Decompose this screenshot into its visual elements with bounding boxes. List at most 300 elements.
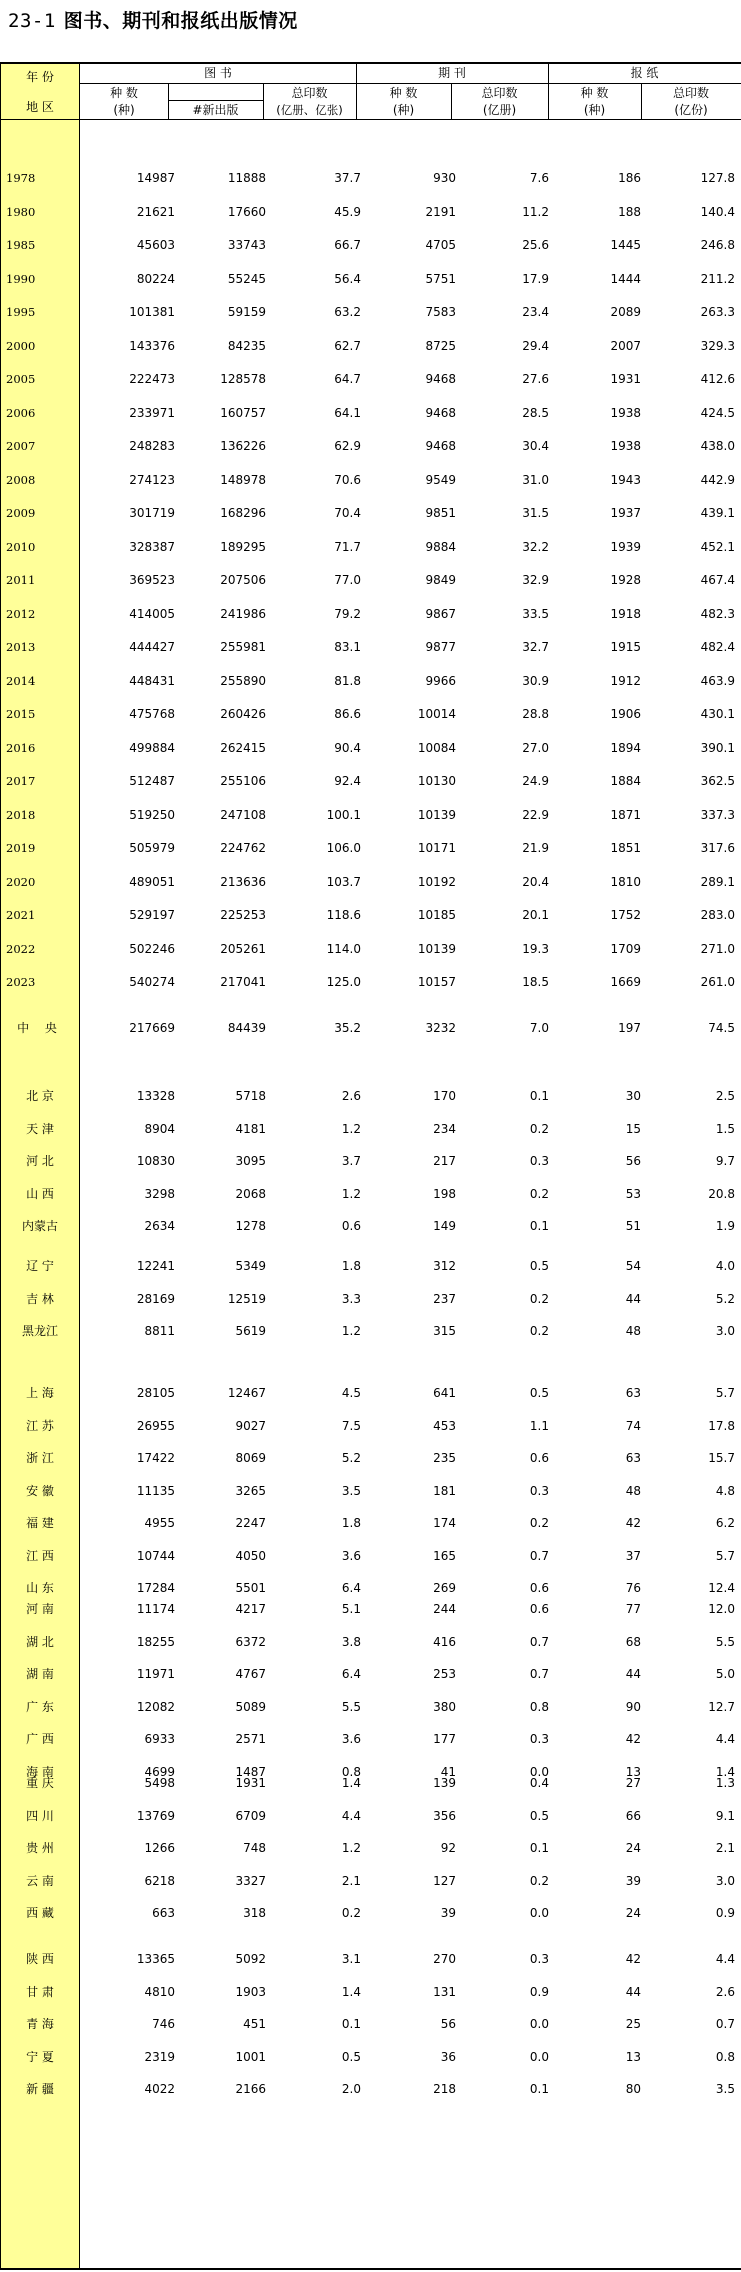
table-row xyxy=(0,534,741,560)
cell-book-new: 217041 xyxy=(220,975,266,989)
cell-news-kinds: 186 xyxy=(618,171,641,185)
cell-book-new: 2068 xyxy=(235,1186,266,1201)
cell-news-kinds: 42 xyxy=(625,1732,641,1746)
cell-book-print: 0.2 xyxy=(341,1906,361,1920)
cell-news-kinds: 44 xyxy=(625,1984,641,1999)
cell-per-kinds: 4705 xyxy=(425,238,456,252)
cell-news-kinds: 1851 xyxy=(610,841,641,855)
stub-header-year: 年 份 xyxy=(26,70,54,84)
cell-book-kinds: 2634 xyxy=(144,1219,175,1233)
cell-book-print: 45.9 xyxy=(334,204,361,219)
cell-per-kinds: 9468 xyxy=(425,372,456,386)
cell-per-kinds: 453 xyxy=(433,1418,456,1433)
cell-book-kinds: 217669 xyxy=(129,1021,175,1035)
cell-book-print: 63.2 xyxy=(334,305,361,319)
cell-per-kinds: 9468 xyxy=(425,439,456,453)
table-row xyxy=(0,634,741,660)
table-row xyxy=(0,433,741,459)
cell-news-kinds: 15 xyxy=(625,1121,641,1136)
cell-per-kinds: 170 xyxy=(433,1089,456,1103)
region-label: 中 央 xyxy=(17,1021,63,1035)
cell-book-new: 225253 xyxy=(220,908,266,922)
cell-book-new: 241986 xyxy=(220,606,266,621)
cell-per-print: 0.8 xyxy=(529,1699,549,1714)
cell-news-print: 442.9 xyxy=(700,472,735,487)
cell-news-kinds: 13 xyxy=(625,1764,641,1779)
cell-book-kinds: 248283 xyxy=(129,439,175,453)
cell-per-kinds: 244 xyxy=(433,1602,456,1616)
cell-book-print: 90.4 xyxy=(334,740,361,755)
cell-news-kinds: 74 xyxy=(625,1418,641,1433)
year-label: 2014 xyxy=(6,673,36,688)
cell-book-kinds: 4810 xyxy=(144,1984,175,1999)
cell-book-kinds: 12082 xyxy=(136,1699,175,1714)
cell-book-kinds: 11135 xyxy=(136,1483,175,1498)
col-header-book-print: 总印数 xyxy=(291,86,328,100)
cell-news-print: 263.3 xyxy=(700,305,735,319)
region-label: 贵 州 xyxy=(26,1841,54,1855)
cell-book-kinds: 26955 xyxy=(136,1418,175,1433)
cell-book-print: 3.5 xyxy=(341,1483,361,1498)
table-row xyxy=(0,1596,741,1622)
cell-book-print: 5.2 xyxy=(341,1451,361,1465)
cell-book-new: 5089 xyxy=(235,1699,266,1714)
cell-book-kinds: 5498 xyxy=(144,1776,175,1790)
cell-per-print: 0.7 xyxy=(529,1634,549,1649)
cell-per-kinds: 131 xyxy=(433,1984,456,1999)
table-row xyxy=(0,1979,741,2005)
cell-book-new: 4050 xyxy=(235,1548,266,1563)
cell-book-new: 1903 xyxy=(235,1984,266,1999)
top-rule xyxy=(0,62,741,64)
cell-book-kinds: 6218 xyxy=(144,1873,175,1888)
cell-book-kinds: 499884 xyxy=(129,740,175,755)
table-row xyxy=(0,1380,741,1406)
cell-per-print: 0.2 xyxy=(529,1324,549,1338)
cell-per-kinds: 10130 xyxy=(417,774,456,788)
cell-news-print: 1.9 xyxy=(715,1219,735,1233)
cell-per-kinds: 10171 xyxy=(417,841,456,855)
cell-book-new: 160757 xyxy=(220,405,266,420)
cell-per-print: 0.2 xyxy=(529,1121,549,1136)
cell-book-print: 3.1 xyxy=(341,1952,361,1966)
cell-per-print: 0.2 xyxy=(529,1291,549,1306)
cell-book-new: 12467 xyxy=(227,1386,266,1400)
region-label: 陕 西 xyxy=(26,1952,54,1966)
cell-news-print: 337.3 xyxy=(700,807,735,822)
cell-news-print: 289.1 xyxy=(700,874,735,889)
cell-per-kinds: 641 xyxy=(433,1386,456,1400)
cell-news-kinds: 66 xyxy=(625,1808,641,1823)
cell-per-print: 1.1 xyxy=(529,1418,549,1433)
cell-news-kinds: 13 xyxy=(625,2049,641,2064)
cell-book-print: 5.5 xyxy=(341,1699,361,1714)
table-row xyxy=(0,869,741,895)
cell-book-print: 71.7 xyxy=(334,539,361,554)
cell-news-print: 0.8 xyxy=(715,2049,735,2064)
cell-news-print: 2.6 xyxy=(715,1984,735,1999)
cell-book-print: 0.6 xyxy=(341,1219,361,1233)
cell-news-kinds: 188 xyxy=(618,204,641,219)
cell-news-kinds: 63 xyxy=(625,1451,641,1465)
cell-per-print: 0.6 xyxy=(529,1581,549,1595)
cell-per-print: 0.3 xyxy=(529,1732,549,1746)
cell-book-print: 70.6 xyxy=(334,472,361,487)
cell-news-kinds: 27 xyxy=(625,1776,641,1790)
cell-news-print: 17.8 xyxy=(708,1418,735,1433)
cell-book-kinds: 746 xyxy=(152,2017,175,2031)
header-divider xyxy=(168,83,169,119)
header-bottom-rule xyxy=(0,119,741,120)
region-label: 宁 夏 xyxy=(26,2049,54,2064)
cell-book-new: 213636 xyxy=(220,874,266,889)
cell-news-print: 20.8 xyxy=(708,1186,735,1201)
year-label: 2013 xyxy=(6,640,36,654)
cell-per-print: 0.1 xyxy=(529,1219,549,1233)
cell-book-new: 3095 xyxy=(235,1154,266,1168)
cell-per-kinds: 9849 xyxy=(425,573,456,587)
cell-news-print: 271.0 xyxy=(700,941,735,956)
cell-book-new: 189295 xyxy=(220,539,266,554)
cell-news-kinds: 42 xyxy=(625,1516,641,1530)
region-label: 河 北 xyxy=(26,1154,54,1168)
cell-book-print: 2.0 xyxy=(341,2082,361,2096)
cell-per-print: 0.3 xyxy=(529,1952,549,1966)
cell-book-kinds: 4955 xyxy=(144,1516,175,1530)
cell-book-new: 318 xyxy=(243,1906,266,1920)
cell-book-print: 2.1 xyxy=(341,1873,361,1888)
cell-book-new: 255106 xyxy=(220,774,266,788)
table-row xyxy=(0,2044,741,2070)
cell-per-print: 0.3 xyxy=(529,1483,549,1498)
cell-news-print: 140.4 xyxy=(700,204,735,219)
cell-book-new: 5718 xyxy=(235,1089,266,1103)
cell-news-print: 4.4 xyxy=(715,1952,735,1966)
year-label: 1978 xyxy=(6,171,36,185)
cell-book-print: 56.4 xyxy=(334,271,361,286)
table-title: 图书、期刊和报纸出版情况 xyxy=(63,10,298,32)
region-label: 四 川 xyxy=(26,1808,54,1823)
cell-news-print: 5.7 xyxy=(715,1386,735,1400)
cell-book-kinds: 17422 xyxy=(136,1451,175,1465)
cell-news-kinds: 1752 xyxy=(610,908,641,922)
page-title xyxy=(8,6,298,33)
cell-book-kinds: 2319 xyxy=(144,2049,175,2064)
col-header-per-print: 总印数 xyxy=(481,86,518,100)
cell-news-print: 463.9 xyxy=(700,673,735,688)
table-row xyxy=(0,500,741,526)
cell-news-kinds: 39 xyxy=(625,1873,641,1888)
cell-news-print: 9.1 xyxy=(715,1808,735,1823)
cell-per-kinds: 39 xyxy=(440,1906,456,1920)
col-header-book-print-unit: (亿册、亿张) xyxy=(276,103,343,117)
cell-per-kinds: 218 xyxy=(433,2082,456,2096)
cell-news-print: 482.4 xyxy=(700,640,735,654)
table-row xyxy=(0,1900,741,1926)
cell-book-kinds: 489051 xyxy=(129,874,175,889)
cell-news-kinds: 1445 xyxy=(610,238,641,252)
cell-per-print: 30.9 xyxy=(522,673,549,688)
cell-per-print: 20.1 xyxy=(522,908,549,922)
table-row xyxy=(0,1286,741,1312)
cell-book-new: 255890 xyxy=(220,673,266,688)
region-label: 广 西 xyxy=(26,1732,54,1746)
cell-per-kinds: 9549 xyxy=(425,472,456,487)
cell-book-new: 224762 xyxy=(220,841,266,855)
cell-news-print: 424.5 xyxy=(700,405,735,420)
cell-book-kinds: 444427 xyxy=(129,640,175,654)
table-row xyxy=(0,299,741,325)
cell-per-kinds: 7583 xyxy=(425,305,456,319)
cell-book-print: 118.6 xyxy=(326,908,361,922)
cell-news-kinds: 2007 xyxy=(610,338,641,353)
cell-news-print: 5.2 xyxy=(715,1291,735,1306)
table-row xyxy=(0,1015,741,1041)
year-label: 2010 xyxy=(6,539,36,554)
bottom-rule xyxy=(0,2268,741,2270)
cell-per-kinds: 10084 xyxy=(417,740,456,755)
cell-news-kinds: 1906 xyxy=(610,707,641,721)
table-row xyxy=(0,835,741,861)
cell-per-kinds: 10185 xyxy=(417,908,456,922)
cell-book-kinds: 10830 xyxy=(136,1154,175,1168)
table-row xyxy=(0,802,741,828)
cell-book-new: 84439 xyxy=(227,1021,266,1035)
cell-book-print: 70.4 xyxy=(334,506,361,520)
cell-news-kinds: 77 xyxy=(625,1602,641,1616)
col-header-book-kinds: 种 数 xyxy=(110,86,138,100)
cell-book-print: 0.8 xyxy=(341,1764,361,1779)
cell-book-print: 4.5 xyxy=(341,1386,361,1400)
cell-book-kinds: 4699 xyxy=(144,1764,175,1779)
cell-book-print: 3.3 xyxy=(341,1291,361,1306)
cell-book-kinds: 301719 xyxy=(129,506,175,520)
table-row xyxy=(0,1181,741,1207)
table-row xyxy=(0,1116,741,1142)
cell-news-kinds: 1669 xyxy=(610,975,641,989)
col-header-per-kinds: 种 数 xyxy=(389,86,418,100)
cell-per-print: 19.3 xyxy=(522,941,549,956)
cell-news-kinds: 37 xyxy=(625,1548,641,1563)
col-header-per-print-unit: (亿册) xyxy=(482,103,517,117)
cell-news-print: 317.6 xyxy=(700,841,735,855)
cell-news-kinds: 1810 xyxy=(610,874,641,889)
cell-book-print: 114.0 xyxy=(326,941,361,956)
cell-news-kinds: 25 xyxy=(625,2017,641,2031)
table-row xyxy=(0,1253,741,1279)
cell-per-kinds: 36 xyxy=(440,2049,456,2064)
cell-news-print: 452.1 xyxy=(700,539,735,554)
cell-book-new: 4767 xyxy=(235,1667,266,1681)
cell-news-print: 4.8 xyxy=(715,1483,735,1498)
region-label: 河 南 xyxy=(26,1602,54,1616)
cell-per-kinds: 270 xyxy=(433,1952,456,1966)
cell-news-kinds: 68 xyxy=(625,1634,641,1649)
cell-book-print: 1.2 xyxy=(341,1324,361,1338)
cell-per-kinds: 139 xyxy=(433,1776,456,1790)
cell-per-kinds: 9877 xyxy=(425,640,456,654)
region-label: 青 海 xyxy=(26,2017,54,2031)
cell-book-kinds: 12241 xyxy=(136,1259,175,1273)
cell-news-print: 246.8 xyxy=(700,238,735,252)
cell-per-print: 7.6 xyxy=(529,171,549,185)
cell-book-kinds: 8811 xyxy=(144,1324,175,1338)
cell-news-print: 362.5 xyxy=(700,774,735,788)
table-row xyxy=(0,1629,741,1655)
table-row xyxy=(0,1543,741,1569)
cell-book-print: 3.6 xyxy=(341,1548,361,1563)
table-row xyxy=(0,400,741,426)
table-row xyxy=(0,1770,741,1796)
cell-book-print: 3.6 xyxy=(341,1732,361,1746)
cell-book-new: 748 xyxy=(243,1841,266,1855)
region-label: 湖 南 xyxy=(26,1667,54,1681)
cell-per-print: 0.0 xyxy=(529,2049,549,2064)
cell-news-kinds: 1871 xyxy=(610,807,641,822)
region-label: 湖 北 xyxy=(26,1634,54,1649)
cell-news-kinds: 1937 xyxy=(610,506,641,520)
cell-per-print: 0.6 xyxy=(529,1451,549,1465)
cell-book-kinds: 45603 xyxy=(136,238,175,252)
cell-book-new: 8069 xyxy=(235,1451,266,1465)
cell-news-kinds: 1709 xyxy=(610,941,641,956)
stub-header-region: 地 区 xyxy=(26,100,54,114)
cell-per-print: 23.4 xyxy=(522,305,549,319)
year-label: 2023 xyxy=(6,975,36,989)
table-row xyxy=(0,1213,741,1239)
cell-per-kinds: 9884 xyxy=(425,539,456,554)
cell-book-print: 1.8 xyxy=(341,1259,361,1273)
cell-book-print: 64.7 xyxy=(334,372,361,386)
cell-per-print: 0.5 xyxy=(529,1808,549,1823)
cell-book-kinds: 663 xyxy=(152,1906,175,1920)
cell-news-print: 261.0 xyxy=(700,975,735,989)
table-row xyxy=(0,668,741,694)
cell-news-kinds: 44 xyxy=(625,1667,641,1681)
cell-book-new: 84235 xyxy=(227,338,266,353)
cell-per-kinds: 315 xyxy=(433,1324,456,1338)
year-label: 2000 xyxy=(6,338,36,353)
cell-per-print: 17.9 xyxy=(522,271,549,286)
cell-news-print: 9.7 xyxy=(715,1154,735,1168)
cell-news-kinds: 1939 xyxy=(610,539,641,554)
cell-book-new: 5092 xyxy=(235,1952,266,1966)
cell-per-kinds: 177 xyxy=(433,1732,456,1746)
cell-book-print: 3.7 xyxy=(341,1154,361,1168)
col-header-news-print-unit: (亿份) xyxy=(674,103,708,117)
table-row xyxy=(0,1946,741,1972)
year-label: 2022 xyxy=(6,941,36,956)
header-divider xyxy=(548,64,549,119)
cell-news-kinds: 1943 xyxy=(610,472,641,487)
cell-news-kinds: 1444 xyxy=(610,271,641,286)
cell-book-new: 59159 xyxy=(227,305,266,319)
header-divider xyxy=(263,83,264,119)
cell-per-print: 33.5 xyxy=(522,606,549,621)
region-label: 西 藏 xyxy=(26,1906,54,1920)
cell-news-print: 5.0 xyxy=(715,1667,735,1681)
cell-book-new: 17660 xyxy=(227,204,266,219)
cell-book-new: 6709 xyxy=(235,1808,266,1823)
cell-per-kinds: 92 xyxy=(440,1841,456,1855)
table-row xyxy=(0,1445,741,1471)
group-header-books: 图 书 xyxy=(204,66,232,80)
cell-book-print: 62.7 xyxy=(334,338,361,353)
cell-per-print: 0.0 xyxy=(529,1906,549,1920)
cell-book-new: 247108 xyxy=(220,807,266,822)
cell-book-print: 103.7 xyxy=(326,874,361,889)
table-row xyxy=(0,1803,741,1829)
cell-book-kinds: 233971 xyxy=(129,405,175,420)
cell-book-kinds: 448431 xyxy=(129,673,175,688)
cell-book-print: 35.2 xyxy=(334,1021,361,1035)
cell-per-print: 0.1 xyxy=(529,1089,549,1103)
cell-per-print: 0.0 xyxy=(529,2017,549,2031)
cell-book-new: 2247 xyxy=(235,1516,266,1530)
cell-news-print: 0.9 xyxy=(715,1906,735,1920)
cell-book-print: 37.7 xyxy=(334,171,361,185)
cell-book-print: 100.1 xyxy=(326,807,361,822)
cell-book-print: 1.4 xyxy=(341,1776,361,1790)
cell-book-new: 1278 xyxy=(235,1219,266,1233)
cell-book-print: 1.2 xyxy=(341,1841,361,1855)
cell-per-print: 0.4 xyxy=(529,1776,549,1790)
cell-book-print: 1.2 xyxy=(341,1186,361,1201)
cell-book-kinds: 13365 xyxy=(136,1952,175,1966)
cell-book-kinds: 502246 xyxy=(129,941,175,956)
cell-book-print: 92.4 xyxy=(334,774,361,788)
region-label: 辽 宁 xyxy=(26,1259,54,1273)
cell-book-print: 77.0 xyxy=(334,573,361,587)
cell-per-kinds: 165 xyxy=(433,1548,456,1563)
region-label: 山 西 xyxy=(26,1186,54,1201)
cell-book-print: 1.2 xyxy=(341,1121,361,1136)
cell-book-kinds: 475768 xyxy=(129,707,175,721)
cell-news-kinds: 24 xyxy=(625,1906,641,1920)
cell-news-print: 12.7 xyxy=(708,1699,735,1714)
cell-per-print: 0.7 xyxy=(529,1667,549,1681)
cell-book-new: 136226 xyxy=(220,439,266,453)
table-row xyxy=(0,567,741,593)
cell-per-print: 22.9 xyxy=(522,807,549,822)
year-label: 2021 xyxy=(6,908,36,922)
cell-news-print: 12.0 xyxy=(708,1602,735,1616)
region-label: 上 海 xyxy=(26,1386,54,1400)
cell-book-new: 55245 xyxy=(227,271,266,286)
region-label: 海 南 xyxy=(26,1764,54,1779)
cell-news-print: 390.1 xyxy=(700,740,735,755)
cell-per-kinds: 10157 xyxy=(417,975,456,989)
cell-book-new: 6372 xyxy=(235,1634,266,1649)
cell-per-kinds: 9468 xyxy=(425,405,456,420)
cell-news-print: 467.4 xyxy=(700,573,735,587)
cell-news-print: 482.3 xyxy=(700,606,735,621)
cell-news-kinds: 1931 xyxy=(610,372,641,386)
cell-news-print: 12.4 xyxy=(708,1581,735,1595)
cell-news-kinds: 44 xyxy=(625,1291,641,1306)
table-row xyxy=(0,936,741,962)
cell-book-kinds: 4022 xyxy=(144,2082,175,2096)
cell-book-new: 260426 xyxy=(220,707,266,721)
cell-book-new: 5619 xyxy=(235,1324,266,1338)
cell-news-print: 211.2 xyxy=(700,271,735,286)
cell-book-print: 106.0 xyxy=(326,841,361,855)
year-label: 1990 xyxy=(6,271,36,286)
cell-per-kinds: 9966 xyxy=(425,673,456,688)
cell-news-kinds: 54 xyxy=(625,1259,641,1273)
cell-book-kinds: 328387 xyxy=(129,539,175,554)
cell-per-print: 27.0 xyxy=(522,740,549,755)
